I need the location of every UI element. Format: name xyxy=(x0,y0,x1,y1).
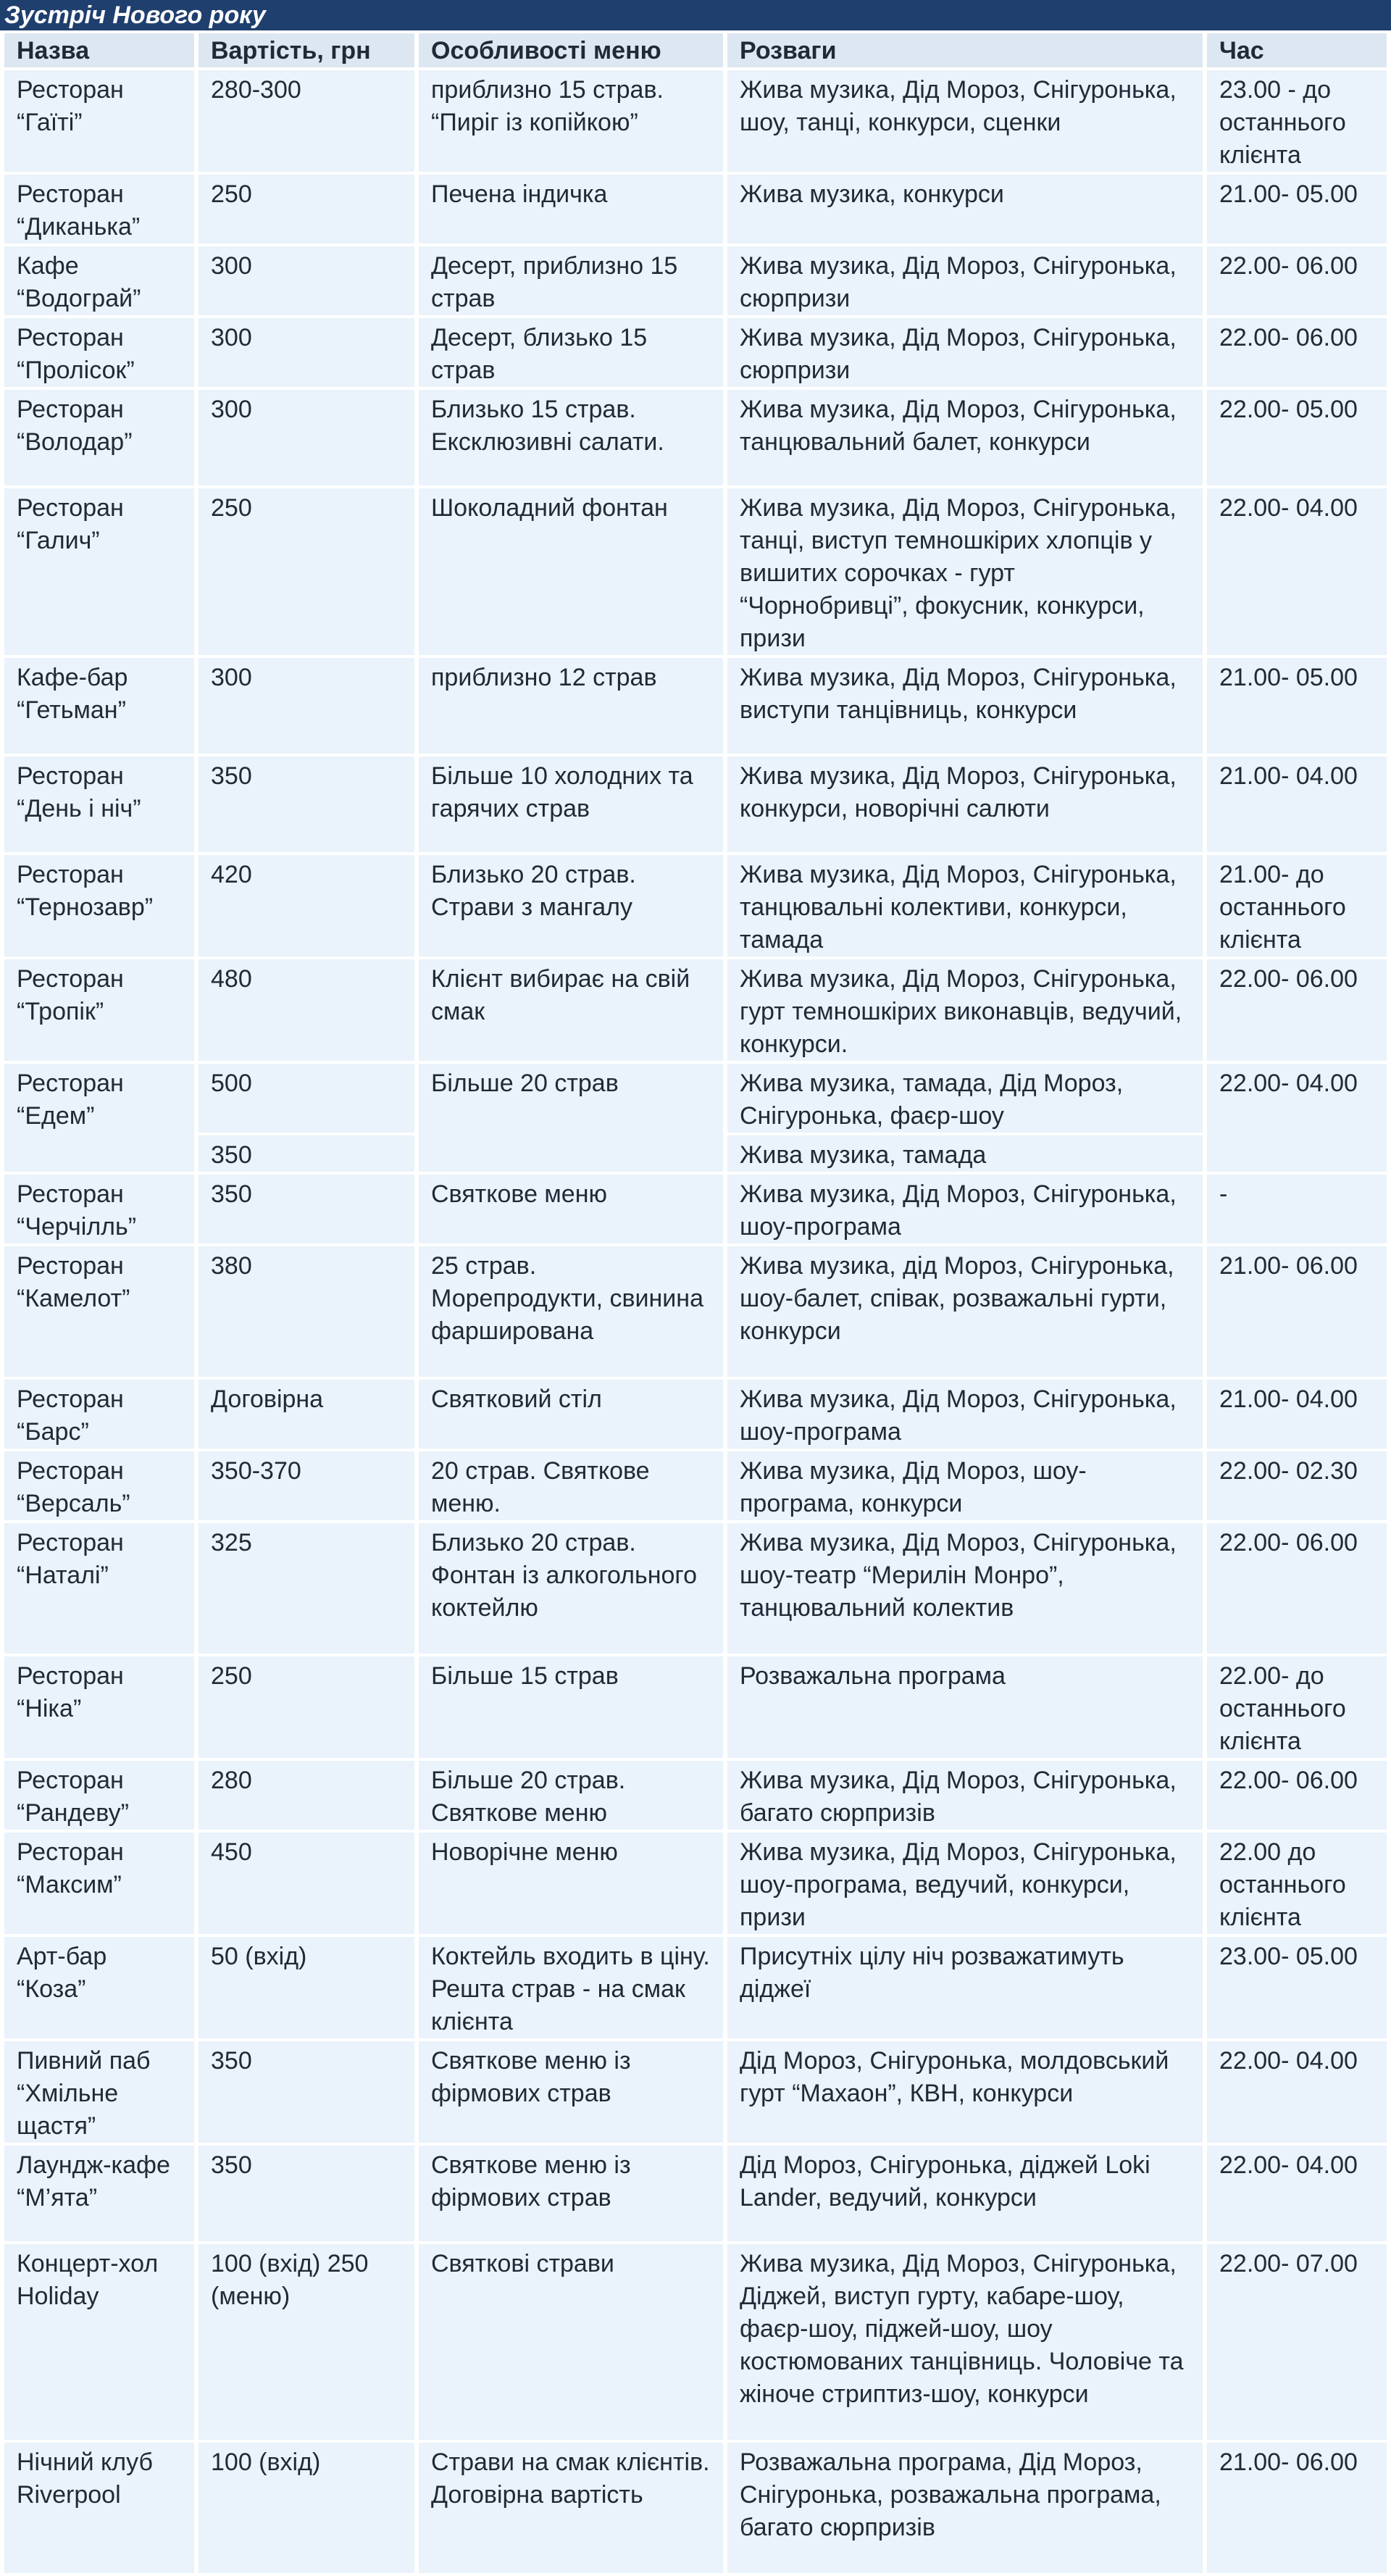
cell-time: 22.00- 04.00 xyxy=(1207,488,1387,655)
cell-price: 380 xyxy=(199,1246,414,1377)
cell-price: 350 xyxy=(199,1135,414,1172)
table-row xyxy=(4,756,1387,852)
cell-price: 450 xyxy=(199,1833,414,1934)
table-row xyxy=(4,1761,1387,1830)
cell-entertainment: Дід Мороз, Снігуронька, молдовський гурт “Махаон”, КВН, конкурси xyxy=(727,2041,1203,2143)
table-row xyxy=(4,1937,1387,2038)
cell-name: Арт-бар “Коза” xyxy=(4,1937,194,2038)
cell-entertainment: Жива музика, дід Мороз, Снігуронька, шоу-балет, співак, розважальні гурти, конкурси xyxy=(727,1246,1203,1377)
table-row xyxy=(4,2146,1387,2241)
cell-price: 300 xyxy=(199,246,414,315)
cell-price: 250 xyxy=(199,1656,414,1758)
cell-price: 350 xyxy=(199,2146,414,2241)
cell-price: 250 xyxy=(199,488,414,655)
table-row xyxy=(4,855,1387,956)
cell-time: 22.00- 04.00 xyxy=(1207,1064,1387,1172)
cell-time: 21.00- 06.00 xyxy=(1207,1246,1387,1377)
cell-name: Пивний паб “Хмільне щастя” xyxy=(4,2041,194,2143)
column-header-time: Час xyxy=(1207,33,1387,67)
cell-menu: Коктейль входить в ціну. Решта страв - на смак клієнта xyxy=(419,1937,723,2038)
cell-name: Ресторан “Барс” xyxy=(4,1380,194,1449)
cell-name: Ресторан “Черчілль” xyxy=(4,1175,194,1243)
cell-entertainment: Жива музика, Дід Мороз, Снігуронька, сюрпризи xyxy=(727,318,1203,387)
cell-price: 350 xyxy=(199,756,414,852)
cell-name: Ресторан “Володар” xyxy=(4,390,194,485)
table-row xyxy=(4,1451,1387,1520)
cell-price: 100 (вхід) 250 (меню) xyxy=(199,2244,414,2440)
cell-menu: Новорічне меню xyxy=(419,1833,723,1934)
cell-name: Кафе-бар “Гетьман” xyxy=(4,658,194,754)
cell-time: - xyxy=(1207,1175,1387,1243)
table-row xyxy=(4,1656,1387,1758)
cell-entertainment: Жива музика, Дід Мороз, Снігуронька, сюрпризи xyxy=(727,246,1203,315)
cell-time: 21.00- 05.00 xyxy=(1207,175,1387,243)
cell-time: 22.00- 06.00 xyxy=(1207,246,1387,315)
cell-menu: Святкове меню xyxy=(419,1175,723,1243)
table-row xyxy=(4,70,1387,172)
table-row xyxy=(4,1380,1387,1449)
cell-price: 500 xyxy=(199,1064,414,1133)
cell-price: 300 xyxy=(199,390,414,485)
column-header-entertainment: Розваги xyxy=(727,33,1203,67)
cell-price: 50 (вхід) xyxy=(199,1937,414,2038)
cell-menu: Святковий стіл xyxy=(419,1380,723,1449)
cell-menu: 25 страв. Морепродукти, свинина фарширована xyxy=(419,1246,723,1377)
cell-price: 300 xyxy=(199,318,414,387)
cell-price: 100 (вхід) xyxy=(199,2443,414,2573)
cell-menu: Більше 15 страв xyxy=(419,1656,723,1758)
column-header-menu: Особливості меню xyxy=(419,33,723,67)
cell-price: 250 xyxy=(199,175,414,243)
table-row xyxy=(4,1523,1387,1654)
cell-time: 21.00- 06.00 xyxy=(1207,2443,1387,2573)
cell-name: Ресторан “Наталі” xyxy=(4,1523,194,1654)
column-header-name: Назва xyxy=(4,33,194,67)
cell-time: 22.00- до останнього клієнта xyxy=(1207,1656,1387,1758)
table-row xyxy=(4,1064,1387,1133)
cell-name: Ресторан “Ніка” xyxy=(4,1656,194,1758)
cell-time: 21.00- до останнього клієнта xyxy=(1207,855,1387,956)
cell-entertainment: Розважальна програма xyxy=(727,1656,1203,1758)
cell-name: Ресторан “Рандеву” xyxy=(4,1761,194,1830)
cell-name: Ресторан “Тернозавр” xyxy=(4,855,194,956)
cell-entertainment: Розважальна програма, Дід Мороз, Снігуронька, розважальна програма, багато сюрпризів xyxy=(727,2443,1203,2573)
cell-name: Ресторан “Версаль” xyxy=(4,1451,194,1520)
cell-time: 21.00- 04.00 xyxy=(1207,756,1387,852)
table-row xyxy=(4,175,1387,243)
cell-name: Ресторан “Диканька” xyxy=(4,175,194,243)
table-row xyxy=(4,2244,1387,2440)
cell-time: 22.00- 05.00 xyxy=(1207,390,1387,485)
cell-price: 280 xyxy=(199,1761,414,1830)
cell-price: 325 xyxy=(199,1523,414,1654)
cell-entertainment: Жива музика, Дід Мороз, Снігуронька, шоу, танці, конкурси, сценки xyxy=(727,70,1203,172)
cell-menu: приблизно 12 страв xyxy=(419,658,723,754)
cell-entertainment: Жива музика, тамада xyxy=(727,1135,1203,1172)
cell-entertainment: Жива музика, Дід Мороз, Снігуронька, конкурси, новорічні салюти xyxy=(727,756,1203,852)
cell-entertainment: Жива музика, конкурси xyxy=(727,175,1203,243)
cell-price: 350-370 xyxy=(199,1451,414,1520)
cell-entertainment: Жива музика, Дід Мороз, Снігуронька, багато сюрпризів xyxy=(727,1761,1203,1830)
cell-entertainment: Жива музика, Дід Мороз, Снігуронька, шоу-програма xyxy=(727,1175,1203,1243)
cell-time: 22.00- 06.00 xyxy=(1207,318,1387,387)
cell-name: Лаундж-кафе “М’ята” xyxy=(4,2146,194,2241)
cell-entertainment: Жива музика, Дід Мороз, Снігуронька, шоу-програма xyxy=(727,1380,1203,1449)
cell-entertainment: Жива музика, тамада, Дід Мороз, Снігуронька, фаєр-шоу xyxy=(727,1064,1203,1133)
cell-menu: 20 страв. Святкове меню. xyxy=(419,1451,723,1520)
table-row xyxy=(4,246,1387,315)
cell-menu: Десерт, близько 15 страв xyxy=(419,318,723,387)
cell-time: 21.00- 05.00 xyxy=(1207,658,1387,754)
cell-time: 22.00 до останнього клієнта xyxy=(1207,1833,1387,1934)
table-row xyxy=(4,390,1387,485)
events-table xyxy=(0,30,1391,2576)
cell-menu: Близько 20 страв. Страви з мангалу xyxy=(419,855,723,956)
cell-name: Ресторан “День і ніч” xyxy=(4,756,194,852)
cell-menu: Клієнт вибирає на свій смак xyxy=(419,959,723,1061)
cell-price: 350 xyxy=(199,1175,414,1243)
cell-entertainment: Жива музика, Дід Мороз, Снігуронька, танці, виступ темношкірих хлопців у вишитих сорочках - гурт “Чорнобривці”, фокусник, конкурси, призи xyxy=(727,488,1203,655)
cell-time: 22.00- 06.00 xyxy=(1207,1761,1387,1830)
cell-name: Ресторан “Едем” xyxy=(4,1064,194,1172)
cell-menu: приблизно 15 страв. “Пиріг із копійкою” xyxy=(419,70,723,172)
table-row xyxy=(4,318,1387,387)
header-row xyxy=(4,33,1387,67)
cell-time: 22.00- 02.30 xyxy=(1207,1451,1387,1520)
cell-price: 300 xyxy=(199,658,414,754)
cell-menu: Святкове меню із фірмових страв xyxy=(419,2146,723,2241)
cell-entertainment: Жива музика, Дід Мороз, Снігуронька, танцювальний балет, конкурси xyxy=(727,390,1203,485)
cell-time: 22.00- 06.00 xyxy=(1207,1523,1387,1654)
cell-name: Ресторан “Галич” xyxy=(4,488,194,655)
cell-time: 23.00- 05.00 xyxy=(1207,1937,1387,2038)
table-row xyxy=(4,1833,1387,1934)
table-row xyxy=(4,2041,1387,2143)
cell-time: 22.00- 04.00 xyxy=(1207,2146,1387,2241)
cell-name: Ресторан “Пролісок” xyxy=(4,318,194,387)
table-row xyxy=(4,2443,1387,2573)
cell-time: 22.00- 06.00 xyxy=(1207,959,1387,1061)
cell-menu: Страви на смак клієнтів. Договірна вартість xyxy=(419,2443,723,2573)
cell-entertainment: Присутніх цілу ніч розважатимуть діджеї xyxy=(727,1937,1203,2038)
cell-name: Ресторан “Максим” xyxy=(4,1833,194,1934)
cell-price: Договірна xyxy=(199,1380,414,1449)
cell-price: 480 xyxy=(199,959,414,1061)
cell-entertainment: Жива музика, Дід Мороз, Снігуронька, танцювальні колективи, конкурси, тамада xyxy=(727,855,1203,956)
cell-entertainment: Жива музика, Дід Мороз, Снігуронька, гурт темношкірих виконавців, ведучий, конкурси. xyxy=(727,959,1203,1061)
cell-name: Ресторан “Гаїті” xyxy=(4,70,194,172)
cell-menu: Печена індичка xyxy=(419,175,723,243)
cell-menu: Десерт, приблизно 15 страв xyxy=(419,246,723,315)
cell-name: Ресторан “Камелот” xyxy=(4,1246,194,1377)
cell-menu: Близько 15 страв. Ексклюзивні салати. xyxy=(419,390,723,485)
table-title: Зустріч Нового року xyxy=(0,0,1391,30)
cell-time: 22.00- 07.00 xyxy=(1207,2244,1387,2440)
cell-entertainment: Дід Мороз, Снігуронька, діджей Loki Lander, ведучий, конкурси xyxy=(727,2146,1203,2241)
cell-price: 280-300 xyxy=(199,70,414,172)
cell-menu: Шоколадний фонтан xyxy=(419,488,723,655)
cell-price: 420 xyxy=(199,855,414,956)
column-header-price: Вартість, грн xyxy=(199,33,414,67)
table-row xyxy=(4,658,1387,754)
cell-menu: Більше 10 холодних та гарячих страв xyxy=(419,756,723,852)
cell-menu: Святкове меню із фірмових страв xyxy=(419,2041,723,2143)
table-row xyxy=(4,959,1387,1061)
cell-time: 22.00- 04.00 xyxy=(1207,2041,1387,2143)
cell-menu: Близько 20 страв. Фонтан із алкогольного коктейлю xyxy=(419,1523,723,1654)
cell-time: 21.00- 04.00 xyxy=(1207,1380,1387,1449)
cell-menu: Більше 20 страв. Святкове меню xyxy=(419,1761,723,1830)
cell-entertainment: Жива музика, Дід Мороз, Снігуронька, Діджей, виступ гурту, кабаре-шоу, фаєр-шоу, піджей-шоу, шоу костюмованих танцівниць. Чоловіче та жіноче стриптиз-шоу, конкурси xyxy=(727,2244,1203,2440)
cell-menu: Святкові страви xyxy=(419,2244,723,2440)
table-row xyxy=(4,1246,1387,1377)
cell-entertainment: Жива музика, Дід Мороз, шоу-програма, конкурси xyxy=(727,1451,1203,1520)
cell-name: Нічний клуб Riverpool xyxy=(4,2443,194,2573)
cell-name: Концерт-хол Holiday xyxy=(4,2244,194,2440)
cell-price: 350 xyxy=(199,2041,414,2143)
cell-entertainment: Жива музика, Дід Мороз, Снігуронька, виступи танцівниць, конкурси xyxy=(727,658,1203,754)
cell-entertainment: Жива музика, Дід Мороз, Снігуронька, шоу-театр “Мерилін Монро”, танцювальний колектив xyxy=(727,1523,1203,1654)
cell-name: Ресторан “Тропік” xyxy=(4,959,194,1061)
table-row xyxy=(4,488,1387,655)
cell-name: Кафе “Водограй” xyxy=(4,246,194,315)
cell-entertainment: Жива музика, Дід Мороз, Снігуронька, шоу-програма, ведучий, конкурси, призи xyxy=(727,1833,1203,1934)
cell-menu: Більше 20 страв xyxy=(419,1064,723,1172)
cell-time: 23.00 - до останнього клієнта xyxy=(1207,70,1387,172)
table-row xyxy=(4,1175,1387,1243)
